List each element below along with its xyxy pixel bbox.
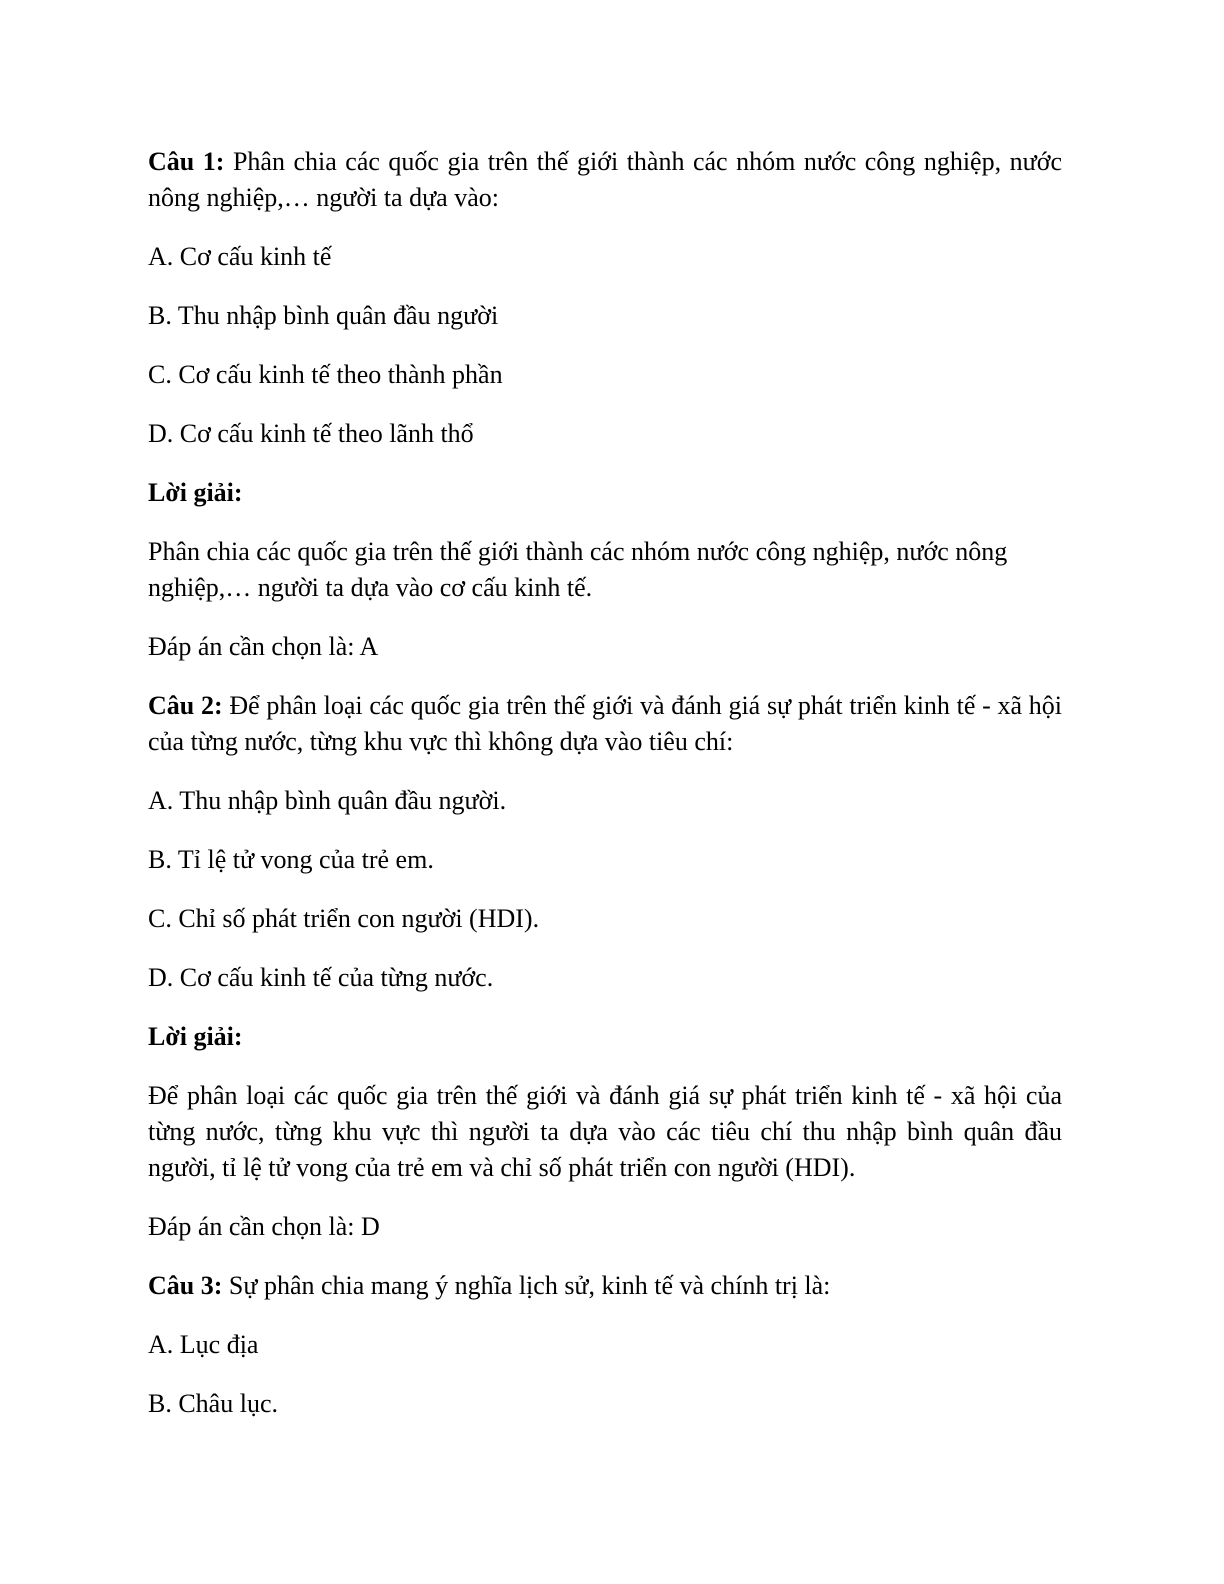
- question-2: [148, 688, 1062, 760]
- question-2-option-b: B. Tỉ lệ tử vong của trẻ em.: [148, 845, 434, 874]
- question-2-solution-text: Để phân loại các quốc gia trên thế giới và đánh giá sự phát triển kinh tế - xã hội của từng nước, từng khu vực thì người ta dựa vào các tiêu chí thu nhập bình quân đầu người, tỉ lệ tử vong của trẻ em và chỉ số phát triển con người (HDI).: [148, 1081, 1062, 1182]
- question-3-text: Sự phân chia mang ý nghĩa lịch sử, kinh tế và chính trị là:: [222, 1271, 831, 1300]
- question-1-label: Câu 1:: [148, 147, 225, 176]
- question-2-text: Để phân loại các quốc gia trên thế giới và đánh giá sự phát triển kinh tế - xã hội của từng nước, từng khu vực thì không dựa vào tiêu chí:: [148, 691, 1062, 756]
- question-1-option-c: C. Cơ cấu kinh tế theo thành phần: [148, 360, 503, 389]
- document-page: [148, 144, 1062, 1445]
- question-1-option-a: A. Cơ cấu kinh tế: [148, 242, 332, 271]
- question-3-option-b: B. Châu lục.: [148, 1389, 278, 1418]
- question-2-option-a: A. Thu nhập bình quân đầu người.: [148, 786, 507, 815]
- question-1-option-b: B. Thu nhập bình quân đầu người: [148, 301, 499, 330]
- question-1-solution-text: Phân chia các quốc gia trên thế giới thành các nhóm nước công nghiệp, nước nông nghiệp,… người ta dựa vào cơ cấu kinh tế.: [148, 537, 1008, 602]
- question-3: [148, 1268, 1062, 1304]
- question-2-solution-label: Lời giải:: [148, 1022, 243, 1051]
- question-1-option-d: D. Cơ cấu kinh tế theo lãnh thổ: [148, 419, 474, 448]
- question-1-solution-label: Lời giải:: [148, 478, 243, 507]
- question-3-option-a: A. Lục địa: [148, 1330, 259, 1359]
- question-2-answer: Đáp án cần chọn là: D: [148, 1212, 380, 1241]
- question-2-label: Câu 2:: [148, 691, 223, 720]
- question-1: [148, 144, 1062, 216]
- question-1-answer: Đáp án cần chọn là: A: [148, 632, 379, 661]
- question-2-option-c: C. Chỉ số phát triển con người (HDI).: [148, 904, 540, 933]
- question-1-text: Phân chia các quốc gia trên thế giới thành các nhóm nước công nghiệp, nước nông nghiệp,… người ta dựa vào:: [148, 147, 1062, 212]
- question-2-option-d: D. Cơ cấu kinh tế của từng nước.: [148, 963, 494, 992]
- question-3-label: Câu 3:: [148, 1271, 223, 1300]
